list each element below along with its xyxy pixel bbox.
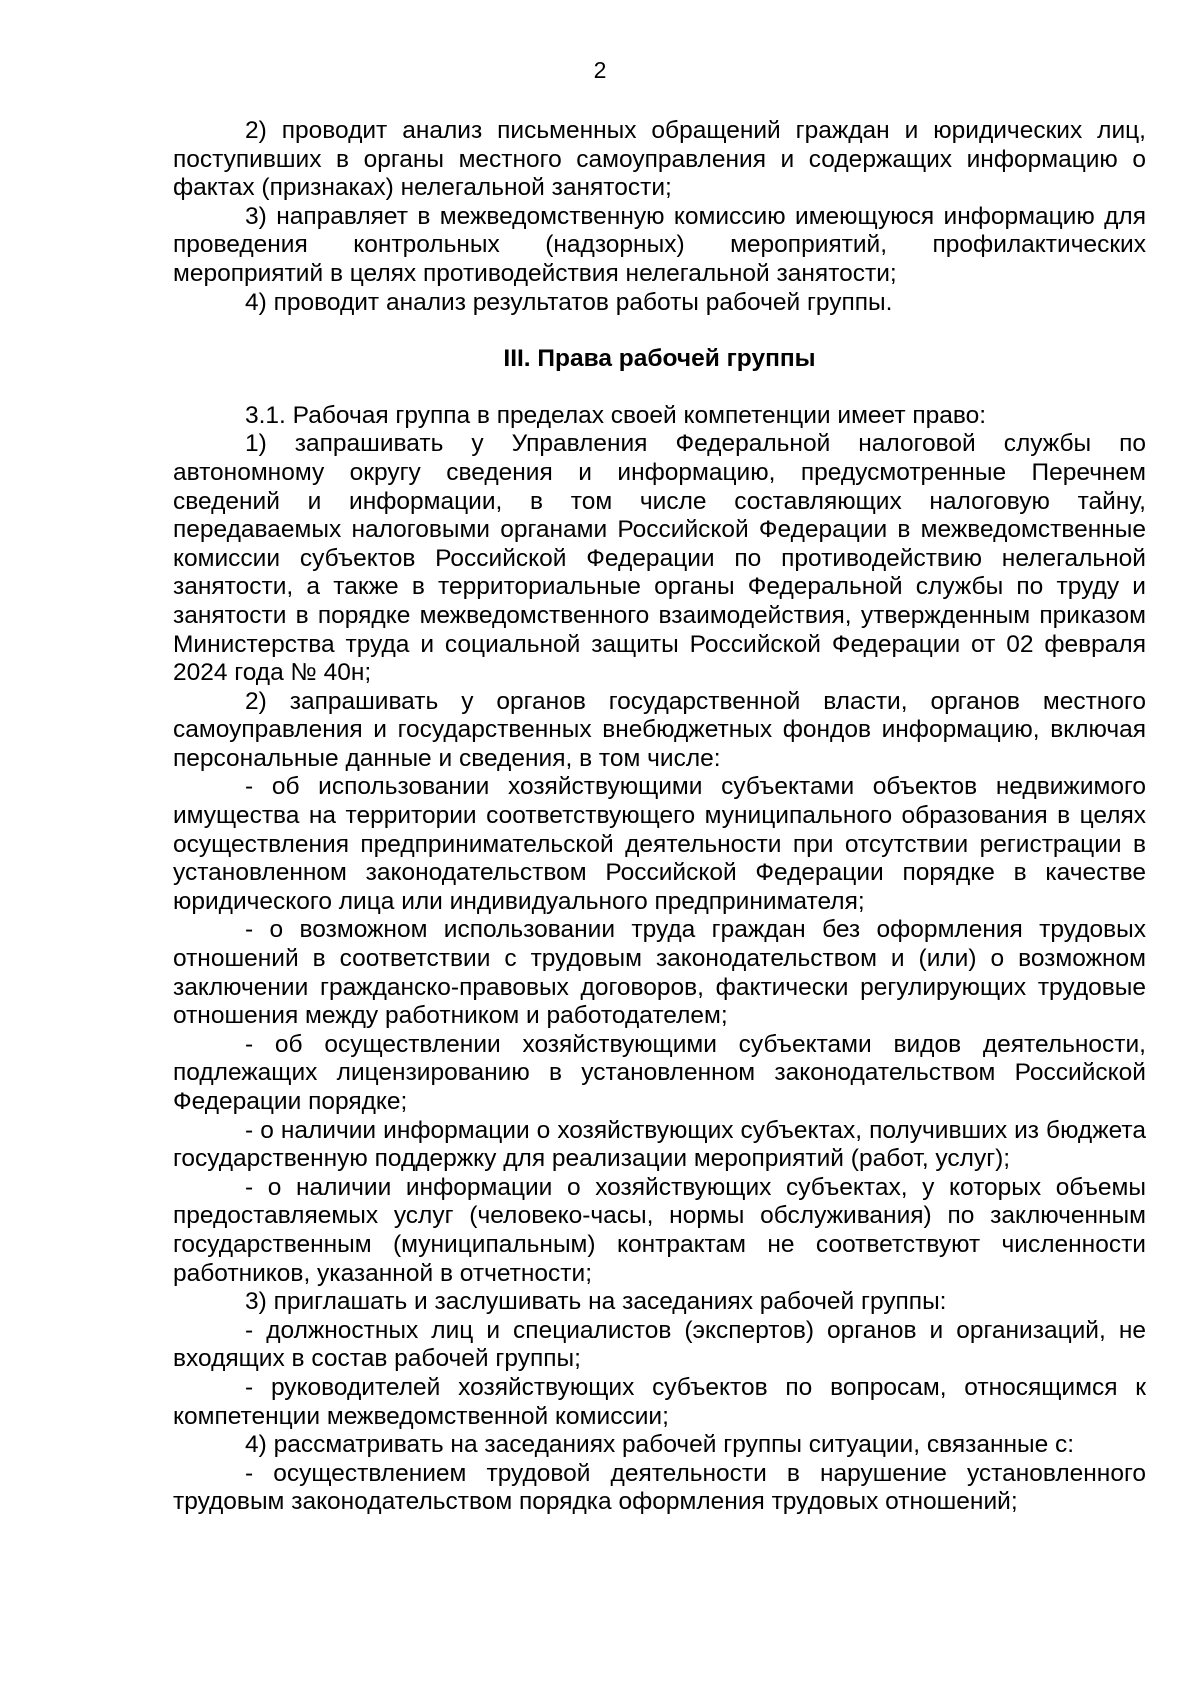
document-body [173,117,1146,1517]
paragraph: 1) запрашивать у Управления Федеральной налоговой службы по автономному округу сведения и информацию, предусмотренные Перечнем сведений и информации, в том числе составляющих налоговую тайну, передаваемых налоговыми органами Российской Федерации в межведомственные комиссии субъектов Российской Федерации по противодействию нелегальной занятости, а также в территориальные органы Федеральной службы по труду и занятости в порядке межведомственного взаимодействия, утвержденным приказом Министерства труда и социальной защиты Российской Федерации от 02 февраля 2024 года № 40н; [173,430,1146,687]
paragraph: 3.1. Рабочая группа в пределах своей компетенции имеет право: [245,401,987,429]
paragraph: 3) приглашать и заслушивать на заседаниях рабочей группы: [245,1288,947,1316]
section-heading: III. Права рабочей группы [503,345,816,373]
list-item: - об осуществлении хозяйствующими субъектами видов деятельности, подлежащих лицензированию в установленном законодательством Российской Федерации порядке; [173,1030,1146,1115]
list-item: - о возможном использовании труда граждан без оформления трудовых отношений в соответствии с трудовым законодательством и (или) о возможном заключении гражданско-правовых договоров, фактически регулирующих трудовые отношения между работником и работодателем; [173,916,1146,1030]
list-item: - должностных лиц и специалистов (экспертов) органов и организаций, не входящих в состав рабочей группы; [173,1316,1146,1373]
paragraph: 2) проводит анализ письменных обращений граждан и юридических лиц, поступивших в органы местного самоуправления и содержащих информацию о фактах (признаках) нелегальной занятости; [173,117,1146,202]
paragraph: 4) проводит анализ результатов работы рабочей группы. [245,288,893,316]
list-item: - о наличии информации о хозяйствующих субъектах, у которых объемы предоставляемых услуг (человеко-часы, нормы обслуживания) по заключенным государственным (муниципальным) контрактам не соответствуют численности работников, указанной в отчетности; [173,1173,1146,1287]
paragraph: 4) рассматривать на заседаниях рабочей группы ситуации, связанные с: [245,1431,1075,1459]
paragraph: 2) запрашивать у органов государственной власти, органов местного самоуправления и государственных внебюджетных фондов информацию, включая персональные данные и сведения, в том числе: [173,687,1146,772]
list-item: - осуществлением трудовой деятельности в нарушение установленного трудовым законодательством порядка оформления трудовых отношений; [173,1459,1146,1516]
list-item: - о наличии информации о хозяйствующих субъектах, получивших из бюджета государственную поддержку для реализации мероприятий (работ, услуг); [173,1116,1146,1173]
list-item: - об использовании хозяйствующими субъектами объектов недвижимого имущества на территории соответствующего муниципального образования в целях осуществления предпринимательской деятельности при отсутствии регистрации в установленном законодательством Российской Федерации порядке в качестве юридического лица или индивидуального предпринимателя; [173,773,1146,915]
list-item: - руководителей хозяйствующих субъектов по вопросам, относящимся к компетенции межведомственной комиссии; [173,1373,1146,1430]
page-number: 2 [593,57,607,83]
paragraph: 3) направляет в межведомственную комиссию имеющуюся информацию для проведения контрольных (надзорных) мероприятий, профилактических мероприятий в целях противодействия нелегальной занятости; [173,202,1146,287]
